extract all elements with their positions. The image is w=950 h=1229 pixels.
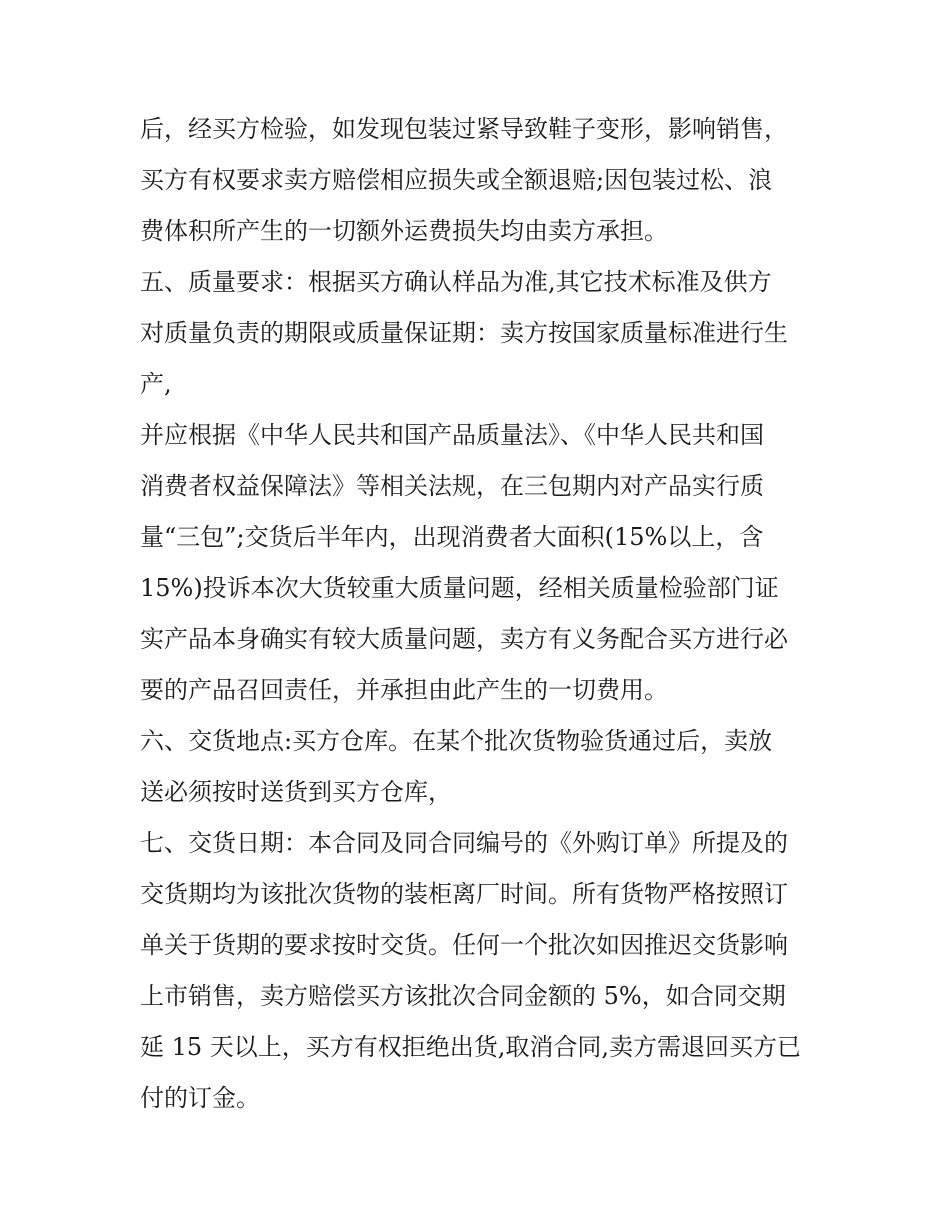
text-line: 单关于货期的要求按时交货。任何一个批次如因推迟交货影响 — [140, 931, 788, 959]
text-line: 费体积所产生的一切额外运费损失均由卖方承担。 — [140, 217, 668, 245]
text-line: 付的订金。 — [140, 1084, 260, 1112]
contract-text-body — [140, 104, 820, 1124]
text-line: 消费者权益保障法》等相关法规，在三包期内对产品实行质 — [140, 472, 764, 500]
text-line: 延 15 天以上，买方有权拒绝出货,取消合同,卖方需退回买方已 — [140, 1033, 802, 1061]
text-line: 买方有权要求卖方赔偿相应损失或全额退赔;因包装过松、浪 — [140, 166, 773, 194]
text-line: 对质量负责的期限或质量保证期：卖方按国家质量标准进行生 — [140, 319, 788, 347]
text-line: 后，经买方检验，如发现包装过紧导致鞋子变形，影响销售， — [140, 115, 788, 143]
text-line: 15%)投诉本次大货较重大质量问题，经相关质量检验部门证 — [140, 574, 779, 602]
text-line: 送必须按时送货到买方仓库， — [140, 778, 452, 806]
text-line: 量“三包”;交货后半年内，出现消费者大面积(15%以上，含 — [140, 523, 764, 551]
text-line: 上市销售，卖方赔偿买方该批次合同金额的 5%，如合同交期 — [140, 982, 786, 1010]
section-seven-heading-line: 七、交货日期：本合同及同合同编号的《外购订单》所提及的 — [140, 829, 788, 857]
section-six-heading-line: 六、交货地点:买方仓库。在某个批次货物验货通过后，卖放 — [140, 727, 773, 755]
text-line: 交货期均为该批次货物的装柜离厂时间。所有货物严格按照订 — [140, 880, 788, 908]
text-line: 要的产品召回责任，并承担由此产生的一切费用。 — [140, 676, 668, 704]
text-line: 产, — [140, 370, 172, 398]
text-line: 并应根据《中华人民共和国产品质量法》、《中华人民共和国 — [140, 421, 764, 449]
section-five-heading-line: 五、质量要求：根据买方确认样品为准,其它技术标准及供方 — [140, 268, 772, 296]
text-line: 实产品本身确实有较大质量问题，卖方有义务配合买方进行必 — [140, 625, 788, 653]
